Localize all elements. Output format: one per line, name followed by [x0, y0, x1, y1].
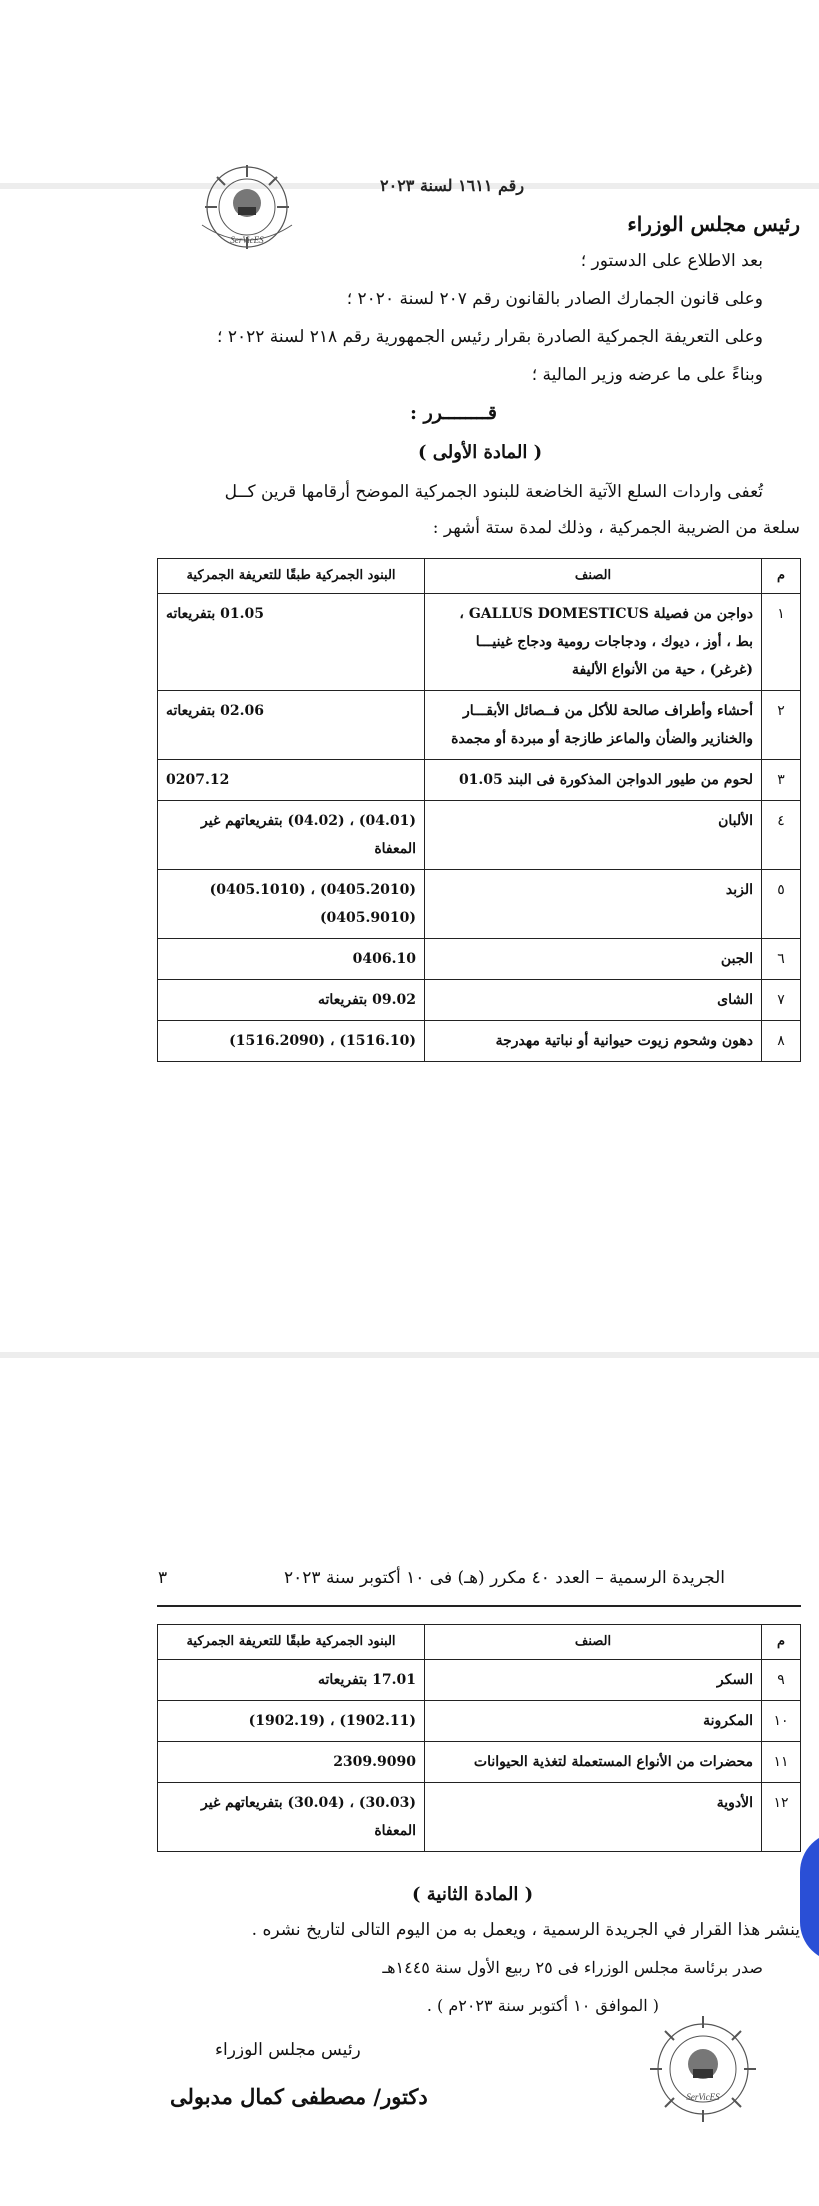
- code-line: (0405.9010): [319, 910, 416, 926]
- partial-title: رقم ١٦١١ لسنة ٢٠٢٣: [380, 176, 525, 195]
- row-item: [425, 1783, 762, 1852]
- svg-text:SerVicES: SerVicES: [230, 235, 264, 245]
- preamble-line-2: وعلى قانون الجمارك الصادر بالقانون رقم ٢٠٧ لسنة ٢٠٢٠ ؛: [346, 289, 763, 309]
- table-row: [158, 691, 801, 760]
- row-code: [158, 760, 425, 801]
- row-code: [158, 1783, 425, 1852]
- code-line: (0405.1010) ، (0405.2010): [209, 882, 416, 898]
- table-row: [158, 1742, 801, 1783]
- item-line: المكرونة: [703, 1713, 753, 1729]
- row-num: ١٠: [762, 1701, 801, 1742]
- row-code: [158, 1021, 425, 1062]
- item-line: دهون وشحوم زيوت حيوانية أو نباتية مهدرجة: [495, 1033, 753, 1049]
- row-num: ٤: [762, 801, 801, 870]
- preamble-line-3: وعلى التعريفة الجمركية الصادرة بقرار رئيس الجمهورية رقم ٢١٨ لسنة ٢٠٢٢ ؛: [217, 327, 763, 347]
- row-num: ٨: [762, 1021, 801, 1062]
- page-separator: [0, 1352, 819, 1358]
- row-code: [158, 980, 425, 1021]
- row-code: [158, 1660, 425, 1701]
- top-blank-area: [0, 0, 819, 185]
- item-line: لحوم من طيور الدواجن المذكورة فى البند 01.05: [458, 772, 753, 788]
- code-line: 17.01 بتفريعاته: [318, 1672, 416, 1688]
- item-line: والخنازير والضأن والماعز طازجة أو مبردة أو مجمدة: [451, 731, 753, 747]
- item-line: الزبد: [725, 882, 753, 898]
- side-edge-button[interactable]: [800, 1832, 819, 1962]
- row-item: [425, 801, 762, 870]
- row-item: [425, 594, 762, 691]
- code-line: 0207.12: [166, 772, 230, 788]
- signer-title: رئيس مجلس الوزراء: [215, 2040, 361, 2060]
- table-row: [158, 594, 801, 691]
- running-header: الجريدة الرسمية – العدد ٤٠ مكرر (هـ) فى ١٠ أكتوبر سنة ٢٠٢٣: [284, 1568, 725, 1588]
- code-line: (1902.19) ، (1902.11): [248, 1713, 416, 1729]
- signer-name: دكتور/ مصطفى كمال مدبولى: [170, 2084, 428, 2109]
- col-header-num: م: [762, 559, 801, 594]
- row-item: [425, 1701, 762, 1742]
- row-code: [158, 594, 425, 691]
- table-row: [158, 1783, 801, 1852]
- item-line: الجبن: [720, 951, 753, 967]
- article-2-text: ينشر هذا القرار في الجريدة الرسمية ، ويعمل به من اليوم التالى لتاريخ نشره .: [251, 1920, 800, 1940]
- code-line: (30.03) ، (30.04) بتفريعاتهم غير المعفاة: [201, 1795, 416, 1839]
- row-code: [158, 939, 425, 980]
- col-header-item: الصنف: [425, 1625, 762, 1660]
- tariff-table-2: [157, 1624, 801, 1852]
- code-line: 0406.10: [352, 951, 416, 967]
- col-header-code: البنود الجمركية طبقًا للتعريفة الجمركية: [158, 1625, 425, 1660]
- tariff-table-1: [157, 558, 801, 1062]
- row-item: [425, 1660, 762, 1701]
- table-row: [158, 870, 801, 939]
- row-item: [425, 870, 762, 939]
- item-line: (غرغر) ، حية من الأنواع الأليفة: [572, 662, 753, 678]
- row-code: [158, 691, 425, 760]
- decree-heading: رئيس مجلس الوزراء: [627, 212, 800, 236]
- article-2-title: ( المادة الثانية ): [412, 1884, 534, 1905]
- item-line: السكر: [716, 1672, 753, 1688]
- code-line: 2309.9090: [333, 1754, 416, 1770]
- row-num: ١١: [762, 1742, 801, 1783]
- article-1-title: ( المادة الأولى ): [418, 442, 543, 463]
- item-line: دواجن من فصيلة GALLUS DOMESTICUS ،: [459, 606, 753, 622]
- row-item: [425, 1742, 762, 1783]
- code-line: (04.01) ، (04.02) بتفريعاتهم غير المعفاة: [201, 813, 416, 857]
- preamble-line-4: وبناءً على ما عرضه وزير المالية ؛: [531, 365, 763, 385]
- row-num: ٢: [762, 691, 801, 760]
- row-num: ٥: [762, 870, 801, 939]
- row-item: [425, 760, 762, 801]
- item-line: الشاى: [717, 992, 753, 1008]
- item-line: الأدوية: [716, 1795, 753, 1811]
- row-item: [425, 939, 762, 980]
- page-number: ٣: [158, 1568, 168, 1588]
- decided-label: قــــــــرر :: [410, 402, 497, 424]
- row-num: ١: [762, 594, 801, 691]
- item-line: محضرات من الأنواع المستعملة لتغذية الحيوانات: [473, 1754, 753, 1770]
- col-header-item: الصنف: [425, 559, 762, 594]
- item-line: الألبان: [718, 813, 753, 829]
- row-num: ٣: [762, 760, 801, 801]
- table-row: [158, 760, 801, 801]
- row-num: ٧: [762, 980, 801, 1021]
- svg-text:SerVicES: SerVicES: [686, 2092, 720, 2102]
- col-header-code: البنود الجمركية طبقًا للتعريفة الجمركية: [158, 559, 425, 594]
- article-1-line-2: سلعة من الضريبة الجمركية ، وذلك لمدة ستة أشهر :: [432, 518, 800, 538]
- table-row: [158, 980, 801, 1021]
- item-line: بط ، أوز ، ديوك ، ودجاجات رومية ودجاج غينيـــا: [475, 634, 753, 650]
- table-row: [158, 1021, 801, 1062]
- col-header-num: م: [762, 1625, 801, 1660]
- company-stamp-2: [648, 2014, 758, 2124]
- header-rule: [157, 1605, 801, 1607]
- table-row: [158, 1701, 801, 1742]
- row-code: [158, 1701, 425, 1742]
- row-item: [425, 1021, 762, 1062]
- row-num: ٩: [762, 1660, 801, 1701]
- table-header-row: [158, 1625, 801, 1660]
- row-item: [425, 691, 762, 760]
- code-line: 02.06 بتفريعاته: [166, 703, 264, 719]
- table-row: [158, 939, 801, 980]
- corresponding-date: ( الموافق ١٠ أكتوبر سنة ٢٠٢٣م ) .: [426, 1996, 659, 2015]
- company-stamp: [180, 165, 315, 255]
- code-line: 09.02 بتفريعاته: [318, 992, 416, 1008]
- item-line: أحشاء وأطراف صالحة للأكل من فــصائل الأبقـــار: [462, 703, 753, 719]
- preamble-line-1: بعد الاطلاع على الدستور ؛: [580, 251, 763, 271]
- table-header-row: [158, 559, 801, 594]
- row-item: [425, 980, 762, 1021]
- code-line: (1516.2090) ، (1516.10): [229, 1033, 416, 1049]
- row-num: ١٢: [762, 1783, 801, 1852]
- table-row: [158, 1660, 801, 1701]
- row-code: [158, 1742, 425, 1783]
- row-code: [158, 801, 425, 870]
- article-1-line-1: تُعفى واردات السلع الآتية الخاضعة للبنود الجمركية الموضح أرقامها قرين كــل: [224, 482, 763, 502]
- table-row: [158, 801, 801, 870]
- code-line: 01.05 بتفريعاته: [166, 606, 264, 622]
- row-code: [158, 870, 425, 939]
- row-num: ٦: [762, 939, 801, 980]
- issued-line: صدر برئاسة مجلس الوزراء فى ٢٥ ربيع الأول سنة ١٤٤٥هـ: [382, 1958, 763, 1977]
